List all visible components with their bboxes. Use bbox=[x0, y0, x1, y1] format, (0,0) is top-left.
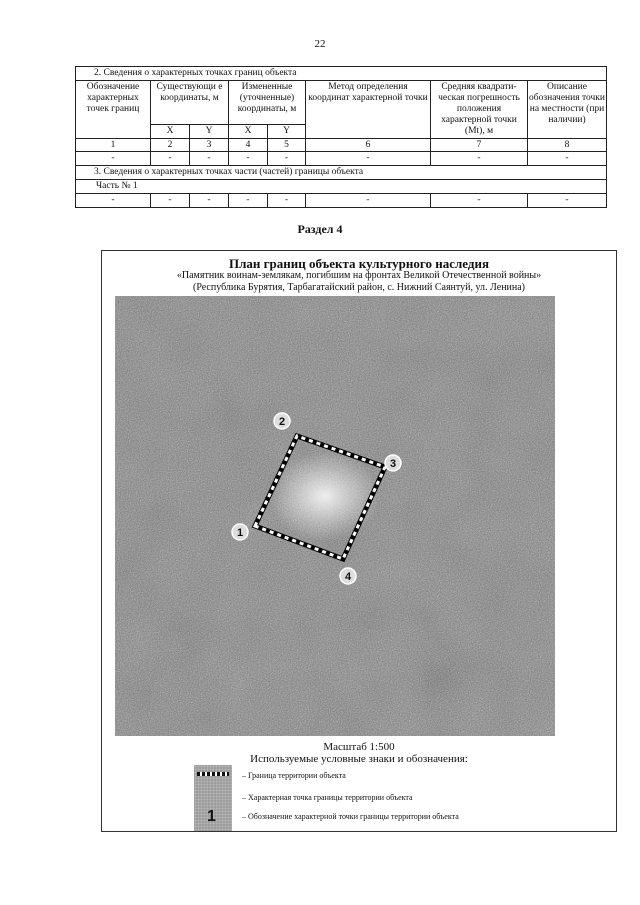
plan-title: План границ объекта культурного наследия bbox=[229, 256, 489, 271]
table-cell: - bbox=[190, 152, 229, 166]
table-cell: - bbox=[268, 194, 306, 208]
table-section3-title: 3. Сведения о характерных точках части (частей) границы объекта bbox=[76, 166, 607, 180]
legend-item-point: – Характерная точка границы территории объекта bbox=[242, 793, 413, 802]
header-changed-coords: Измененные (уточненные) координаты, м bbox=[229, 80, 306, 124]
boundary-point-3 bbox=[385, 455, 401, 471]
table-cell: - bbox=[151, 152, 190, 166]
table-section2-title: 2. Сведения о характерных точках границ объекта bbox=[76, 67, 607, 81]
header-method: Метод определения координат характерной точки bbox=[306, 80, 431, 138]
table-cell: 7 bbox=[431, 138, 528, 152]
header-description: Описание обозначения точки на местности (при наличии) bbox=[528, 80, 607, 138]
table-row bbox=[76, 194, 607, 208]
plan-subtitle-line-1: «Памятник воинам-землякам, погибшим на фронтах Великой Отечественной войны» bbox=[176, 270, 542, 281]
legend-title: Используемые условные знаки и обозначения: bbox=[250, 753, 468, 765]
table-row-column-numbers bbox=[76, 138, 607, 152]
table-cell: - bbox=[76, 152, 151, 166]
table-cell: - bbox=[151, 194, 190, 208]
plan-subtitle-line-2: (Республика Бурятия, Тарбагатайский район, с. Нижний Саянтуй, ул. Ленина) bbox=[192, 282, 526, 293]
table-cell: - bbox=[229, 194, 268, 208]
aerial-map bbox=[115, 296, 555, 736]
table-cell: - bbox=[431, 152, 528, 166]
table-cell: 2 bbox=[151, 138, 190, 152]
table-cell: - bbox=[528, 152, 607, 166]
table-cell: 6 bbox=[306, 138, 431, 152]
page-number: 22 bbox=[314, 38, 326, 50]
table-cell: - bbox=[306, 152, 431, 166]
section-heading: Раздел 4 bbox=[297, 222, 343, 236]
table-cell: 1 bbox=[76, 138, 151, 152]
point-label-4: 4 bbox=[344, 571, 352, 583]
boundary-point-4 bbox=[340, 568, 356, 584]
header-designation: Обозначение характерных точек границ bbox=[76, 80, 151, 138]
boundary-point-1 bbox=[232, 524, 248, 540]
map-scale: Масштаб 1:500 bbox=[323, 741, 395, 753]
header-x2: X bbox=[229, 124, 268, 138]
legend-boundary-symbol bbox=[197, 772, 229, 776]
table-cell: 3 bbox=[190, 138, 229, 152]
monument-area bbox=[270, 451, 380, 541]
table-cell: - bbox=[431, 194, 528, 208]
table-cell: - bbox=[76, 194, 151, 208]
table-cell: - bbox=[306, 194, 431, 208]
legend-number-symbol: 1 bbox=[207, 808, 216, 825]
table-cell: 8 bbox=[528, 138, 607, 152]
table-part-label: Часть № 1 bbox=[76, 180, 607, 194]
boundary-point-2 bbox=[274, 413, 290, 429]
plan-subtitle bbox=[101, 270, 617, 294]
header-y: Y bbox=[190, 124, 229, 138]
header-x: X bbox=[151, 124, 190, 138]
header-y2: Y bbox=[268, 124, 306, 138]
header-error: Средняя квадрати-ческая погрешность положения характерной точки (Mt), м bbox=[431, 80, 528, 138]
point-label-2: 2 bbox=[278, 416, 286, 428]
table-cell: - bbox=[268, 152, 306, 166]
table-cell: - bbox=[528, 194, 607, 208]
table-cell: - bbox=[229, 152, 268, 166]
table-cell: - bbox=[190, 194, 229, 208]
legend-item-boundary: – Граница территории объекта bbox=[242, 771, 346, 780]
legend-item-point-label: – Обозначение характерной точки границы территории объекта bbox=[242, 812, 459, 821]
boundary-points-table bbox=[75, 66, 607, 208]
point-label-3: 3 bbox=[389, 458, 397, 470]
point-label-1: 1 bbox=[236, 527, 244, 539]
table-row bbox=[76, 152, 607, 166]
table-cell: 4 bbox=[229, 138, 268, 152]
header-existing-coords: Существующи е координаты, м bbox=[151, 80, 229, 124]
table-cell: 5 bbox=[268, 138, 306, 152]
